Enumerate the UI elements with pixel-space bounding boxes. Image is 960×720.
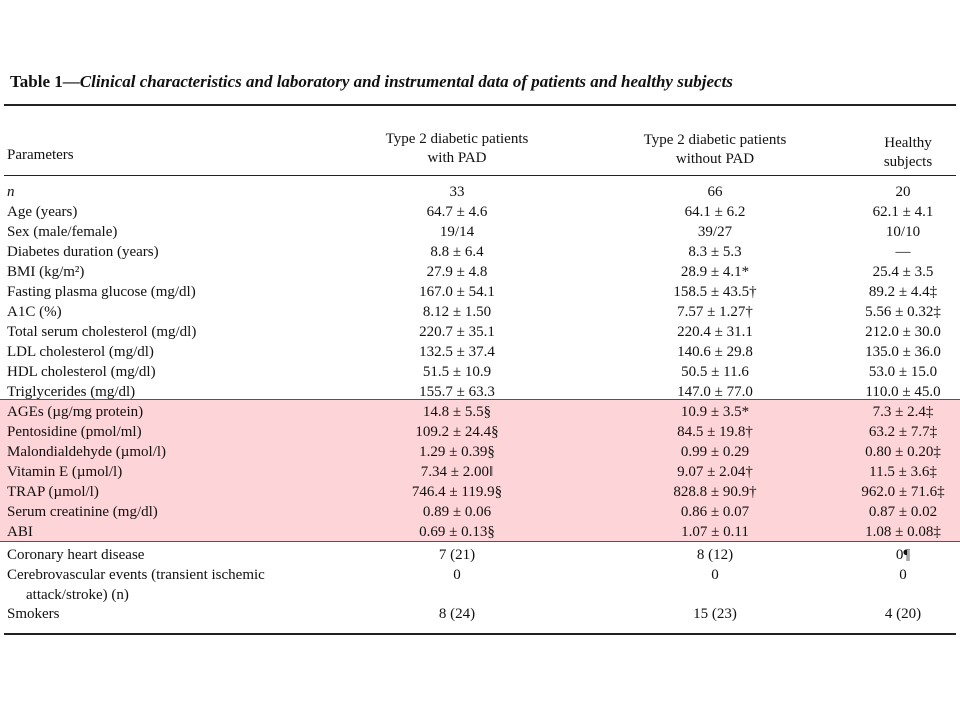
value-healthy: 0 [899, 567, 907, 583]
caption-text: Clinical characteristics and laboratory and instrumental data of patients and healthy subjects [79, 72, 733, 91]
row-parameter: BMI (kg/m²) [7, 264, 85, 280]
header-col-nopad [610, 131, 820, 169]
value-healthy: 63.2 ± 7.7‡ [868, 424, 938, 440]
table-row [0, 462, 960, 482]
table-row [0, 565, 960, 603]
value-pad: 0.69 ± 0.13§ [419, 524, 495, 540]
row-parameter: Serum creatinine (mg/dl) [7, 504, 158, 520]
header-col-nopad-line2: without PAD [675, 151, 755, 167]
table-row [0, 302, 960, 322]
row-parameter: TRAP (µmol/l) [7, 484, 99, 500]
value-nopad: 140.6 ± 29.8 [677, 344, 753, 360]
value-healthy: 89.2 ± 4.4‡ [868, 284, 938, 300]
row-parameter: ABI [7, 524, 33, 540]
value-nopad: 158.5 ± 43.5† [673, 284, 757, 300]
table-row [0, 322, 960, 342]
row-parameter: Coronary heart disease [7, 547, 145, 563]
table-caption [10, 72, 910, 92]
value-pad: 64.7 ± 4.6 [426, 204, 488, 220]
value-nopad: 28.9 ± 4.1* [680, 264, 750, 280]
value-nopad: 15 (23) [693, 606, 737, 622]
value-healthy: 110.0 ± 45.0 [865, 384, 941, 400]
value-healthy: 53.0 ± 15.0 [868, 364, 938, 380]
value-pad: 220.7 ± 35.1 [419, 324, 495, 340]
value-pad: 19/14 [439, 224, 475, 240]
header-col-pad-line1: Type 2 diabetic patients [385, 131, 529, 147]
value-nopad: 8 (12) [696, 547, 734, 563]
value-nopad: 147.0 ± 77.0 [677, 384, 753, 400]
value-nopad: 10.9 ± 3.5* [680, 404, 750, 420]
value-pad: 167.0 ± 54.1 [419, 284, 495, 300]
row-parameter: n [7, 184, 15, 200]
table-row [0, 222, 960, 242]
row-parameter: Fasting plasma glucose (mg/dl) [7, 284, 196, 300]
value-pad: 155.7 ± 63.3 [419, 384, 495, 400]
header-col-healthy [858, 134, 958, 172]
value-nopad: 50.5 ± 11.6 [681, 364, 749, 380]
value-nopad: 64.1 ± 6.2 [684, 204, 746, 220]
row-parameter: Diabetes duration (years) [7, 244, 159, 260]
value-pad: 51.5 ± 10.9 [422, 364, 492, 380]
row-parameter: Total serum cholesterol (mg/dl) [7, 324, 197, 340]
row-parameter: LDL cholesterol (mg/dl) [7, 344, 154, 360]
table-row [0, 604, 960, 624]
table-row [0, 362, 960, 382]
top-rule [4, 104, 956, 106]
value-nopad: 9.07 ± 2.04† [677, 464, 753, 480]
value-healthy: 10/10 [885, 224, 921, 240]
value-nopad: 828.8 ± 90.9† [673, 484, 757, 500]
value-pad: 7 (21) [438, 547, 476, 563]
table-row [0, 262, 960, 282]
table-row [0, 402, 960, 422]
bottom-rule [4, 633, 956, 635]
value-healthy: 1.08 ± 0.08‡ [865, 524, 941, 540]
value-healthy: 0¶ [895, 547, 911, 563]
value-pad: 132.5 ± 37.4 [419, 344, 495, 360]
value-pad: 33 [449, 184, 465, 200]
value-pad: 8 (24) [438, 606, 476, 622]
table-row [0, 182, 960, 202]
row-parameter-continued: attack/stroke) (n) [26, 587, 129, 603]
row-parameter: HDL cholesterol (mg/dl) [7, 364, 156, 380]
value-healthy: 5.56 ± 0.32‡ [865, 304, 941, 320]
value-healthy: 7.3 ± 2.4‡ [872, 404, 934, 420]
row-parameter: Age (years) [7, 204, 78, 220]
value-nopad: 8.3 ± 5.3 [688, 244, 742, 260]
value-healthy: 135.0 ± 36.0 [865, 344, 941, 360]
row-parameter: Cerebrovascular events (transient ischemic [7, 567, 265, 583]
value-healthy: 212.0 ± 30.0 [865, 324, 941, 340]
value-healthy: 0.80 ± 0.20‡ [865, 444, 941, 460]
table-row [0, 422, 960, 442]
value-nopad: 0 [711, 567, 719, 583]
value-healthy: 20 [895, 184, 911, 200]
value-nopad: 66 [707, 184, 723, 200]
row-parameter: AGEs (µg/mg protein) [7, 404, 144, 420]
value-healthy: — [895, 244, 911, 260]
value-pad: 746.4 ± 119.9§ [411, 484, 503, 500]
value-pad: 8.8 ± 6.4 [430, 244, 484, 260]
value-nopad: 0.99 ± 0.29 [680, 444, 750, 460]
value-pad: 109.2 ± 24.4§ [415, 424, 499, 440]
table-row [0, 545, 960, 565]
table-row [0, 382, 960, 402]
header-col-healthy-line1: Healthy [884, 135, 932, 151]
header-col-pad [352, 130, 562, 168]
value-healthy: 62.1 ± 4.1 [872, 204, 934, 220]
value-pad: 0.89 ± 0.06 [422, 504, 492, 520]
value-healthy: 11.5 ± 3.6‡ [869, 464, 937, 480]
value-nopad: 1.07 ± 0.11 [681, 524, 749, 540]
value-pad: 0 [453, 567, 461, 583]
table-row [0, 342, 960, 362]
header-col-healthy-line2: subjects [883, 154, 933, 170]
row-parameter: Vitamin E (µmol/l) [7, 464, 123, 480]
value-nopad: 0.86 ± 0.07 [680, 504, 750, 520]
value-nopad: 7.57 ± 1.27† [677, 304, 753, 320]
row-parameter: Malondialdehyde (µmol/l) [7, 444, 167, 460]
table-row [0, 242, 960, 262]
value-nopad: 84.5 ± 19.8† [677, 424, 753, 440]
table-row [0, 442, 960, 462]
caption-lead: Table 1— [10, 72, 80, 91]
table-row [0, 522, 960, 542]
row-parameter: Sex (male/female) [7, 224, 118, 240]
table-row [0, 282, 960, 302]
header-col-nopad-line1: Type 2 diabetic patients [643, 132, 787, 148]
value-nopad: 39/27 [697, 224, 733, 240]
value-healthy: 4 (20) [884, 606, 922, 622]
table-row [0, 202, 960, 222]
row-parameter: Pentosidine (pmol/ml) [7, 424, 142, 440]
table-row [0, 502, 960, 522]
value-healthy: 962.0 ± 71.6‡ [861, 484, 945, 500]
value-nopad: 220.4 ± 31.1 [677, 324, 753, 340]
value-pad: 8.12 ± 1.50 [422, 304, 492, 320]
header-rule [4, 175, 956, 176]
value-pad: 14.8 ± 5.5§ [422, 404, 492, 420]
value-pad: 1.29 ± 0.39§ [419, 444, 495, 460]
header-parameters: Parameters [7, 147, 74, 163]
row-parameter: Triglycerides (mg/dl) [7, 384, 136, 400]
value-pad: 27.9 ± 4.8 [426, 264, 488, 280]
table-row [0, 482, 960, 502]
header-col-pad-line2: with PAD [427, 150, 487, 166]
value-healthy: 0.87 ± 0.02 [868, 504, 938, 520]
row-parameter: Smokers [7, 606, 60, 622]
value-pad: 7.34 ± 2.00‖ [420, 464, 494, 480]
value-healthy: 25.4 ± 3.5 [872, 264, 934, 280]
row-parameter: A1C (%) [7, 304, 62, 320]
